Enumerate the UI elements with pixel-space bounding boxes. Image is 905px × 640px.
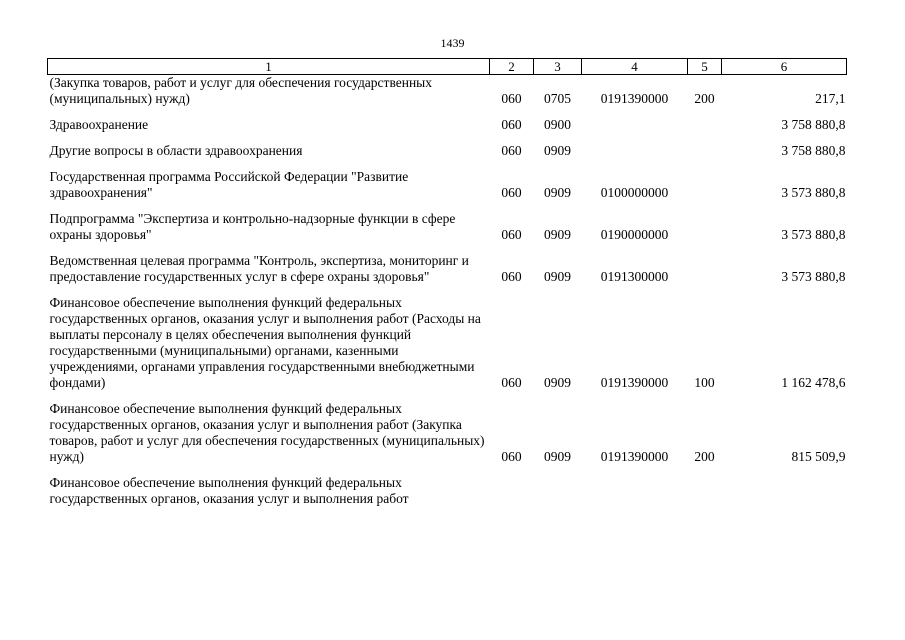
row-description: Ведомственная целевая программа "Контроль, экспертиза, мониторинг и предоставление государственных услуг в сфере охраны здоровья" [49,253,469,284]
row-target-code [582,133,688,159]
row-description: (Закупка товаров, работ и услуг для обеспечения государственных (муниципальных) нужд) [49,75,433,106]
row-section-code: 0909 [544,185,571,200]
row-expense-type [688,107,722,133]
column-header-3: 3 [534,59,582,75]
column-header-4: 4 [582,59,688,75]
page-number: 1439 [440,36,465,50]
row-target-code: 0191390000 [600,375,669,390]
row-ministry-code [490,465,534,507]
row-section-code [534,465,582,507]
row-target-code [582,107,688,133]
row-amount: 217,1 [815,91,846,106]
row-ministry-code: 060 [501,143,522,158]
column-header-6: 6 [722,59,847,75]
column-header-5: 5 [688,59,722,75]
row-amount: 815 509,9 [791,449,846,464]
row-ministry-code: 060 [501,117,522,132]
row-ministry-code: 060 [501,227,522,242]
row-expense-type [688,465,722,507]
table-row [48,285,847,391]
row-amount: 3 573 880,8 [781,185,846,200]
row-ministry-code: 060 [501,185,522,200]
table-row [48,391,847,465]
row-expense-type [688,243,722,285]
row-expense-type [688,201,722,243]
column-header-1: 1 [48,59,490,75]
row-ministry-code: 060 [501,375,522,390]
table-row [48,201,847,243]
table-row [48,465,847,507]
row-expense-type [688,159,722,201]
row-ministry-code: 060 [501,269,522,284]
table-row [48,107,847,133]
row-expense-type [688,133,722,159]
row-target-code: 0191390000 [600,91,669,106]
table-row [48,243,847,285]
row-expense-type: 100 [694,375,715,390]
row-ministry-code: 060 [501,91,522,106]
row-description: Здравоохранение [49,117,149,132]
table-row [48,159,847,201]
row-section-code: 0909 [544,375,571,390]
row-target-code: 0190000000 [600,227,669,242]
row-description: Финансовое обеспечение выполнения функций федеральных государственных органов, оказания услуг и выполнения работ (Расходы на выплаты персоналу в целях обеспечения выполнения функций государственными (муниципальными) органами, казенными учреждениями, органами управления государственными внебюджетными фондами) [49,295,481,390]
row-description: Государственная программа Российской Федерации "Развитие здравоохранения" [49,169,409,200]
budget-table [47,58,847,507]
row-amount: 1 162 478,6 [781,375,846,390]
row-section-code: 0909 [544,269,571,284]
column-number-header [48,59,847,75]
row-section-code: 0909 [544,227,571,242]
row-amount: 3 758 880,8 [781,143,846,158]
row-description: Другие вопросы в области здравоохранения [49,143,303,158]
table-row [48,133,847,159]
row-section-code: 0909 [544,449,571,464]
row-expense-type: 200 [694,449,715,464]
row-section-code: 0705 [544,91,571,106]
row-amount [722,465,847,507]
row-amount: 3 573 880,8 [781,227,846,242]
row-ministry-code: 060 [501,449,522,464]
row-expense-type: 200 [694,91,715,106]
row-target-code: 0191300000 [600,269,669,284]
row-target-code: 0100000000 [600,185,669,200]
row-description: Финансовое обеспечение выполнения функций федеральных государственных органов, оказания услуг и выполнения работ [49,475,409,506]
row-section-code: 0900 [544,117,571,132]
row-amount: 3 758 880,8 [781,117,846,132]
row-amount: 3 573 880,8 [781,269,846,284]
row-target-code: 0191390000 [600,449,669,464]
table-row [48,75,847,108]
row-description: Подпрограмма "Экспертиза и контрольно-надзорные функции в сфере охраны здоровья" [49,211,456,242]
column-header-2: 2 [490,59,534,75]
row-description: Финансовое обеспечение выполнения функций федеральных государственных органов, оказания услуг и выполнения работ (Закупка товаров, работ и услуг для обеспечения государственных (муниципальных) нужд) [49,401,485,464]
row-target-code [582,465,688,507]
row-section-code: 0909 [544,143,571,158]
